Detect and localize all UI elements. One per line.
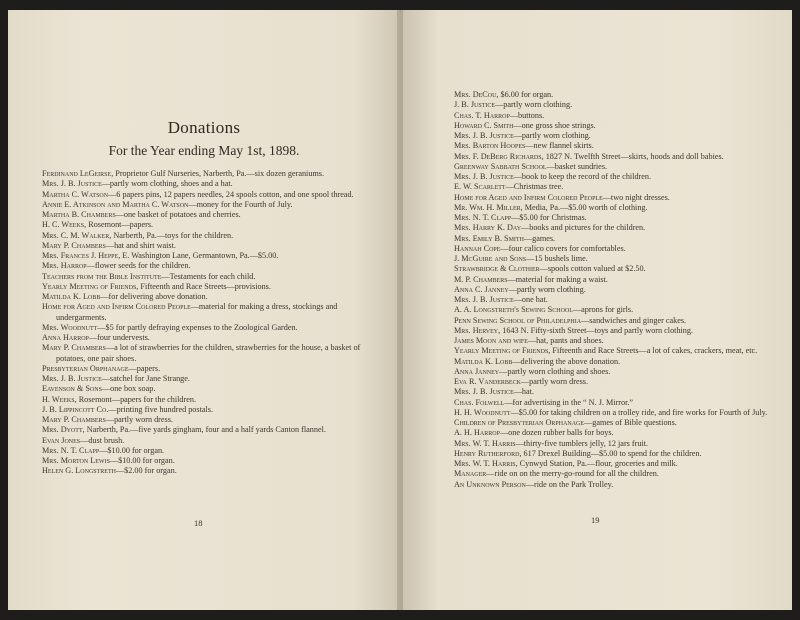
donation-entry	[454, 223, 772, 233]
donor-name: Chas. T. Harrop	[454, 110, 510, 120]
donor-name: Martha B. Chambers	[42, 210, 116, 219]
donation-description: , $6.00 for organ.	[496, 90, 554, 99]
donation-description: —thirty-five tumblers jelly, 12 jars fruit.	[515, 438, 649, 448]
donor-name: Mary P. Chambers	[42, 343, 106, 353]
donation-entry	[42, 364, 374, 374]
donation-description: —satchel for Jane Strange.	[101, 374, 190, 383]
donation-entry	[454, 285, 772, 295]
donation-description: —basket sundries.	[546, 161, 608, 171]
page-heading: Donations	[167, 118, 241, 137]
donation-entry	[454, 439, 772, 449]
donation-description: —partly worn clothing.	[508, 284, 586, 294]
donor-name: Mrs. Barton Hoopes	[454, 141, 526, 151]
donation-description: —15 bushels lime.	[526, 254, 588, 263]
open-book	[8, 10, 792, 610]
donation-description: , Fifteenth and Race Streets—a lot of cakes, crackers, meat, etc.	[548, 346, 758, 356]
donor-name: Strawbridge & Clothier	[454, 264, 540, 274]
donation-entry	[454, 100, 772, 110]
donor-name: Home for Aged and Infirm Colored People	[454, 192, 603, 202]
donation-description: —four undervests.	[88, 333, 150, 342]
donor-name: Mrs. J. B. Justice	[42, 374, 102, 383]
donor-name: Mrs. Harrop	[42, 261, 87, 271]
donation-entry	[42, 323, 374, 333]
donation-description: —printing five hundred postals.	[108, 404, 214, 414]
donation-description: —spools cotton valued at $2.50.	[539, 264, 646, 274]
donation-description: —for advertising in the “ N. J. Mirror.”	[504, 397, 634, 407]
donor-name: Chas. Folwell	[454, 397, 505, 407]
donation-entry	[454, 480, 772, 490]
donation-description: —partly worn dress.	[520, 377, 589, 386]
donation-description: —partly worn clothing, shoes and a hat.	[101, 179, 233, 189]
donation-entry	[454, 316, 772, 326]
donation-entry	[454, 264, 772, 274]
page-number-right: 19	[591, 515, 600, 525]
donation-description: —buttons.	[509, 110, 545, 120]
donor-name: Mrs. F. DeBerg Richards	[454, 151, 542, 161]
donation-entry	[42, 282, 374, 292]
donor-name: James Moon and wife	[454, 336, 528, 345]
donation-description: —dust brush.	[80, 435, 125, 445]
donation-entry	[42, 261, 374, 271]
donation-entry	[42, 210, 374, 220]
donation-description: , Rosemont—papers for the children.	[74, 394, 197, 404]
donation-entry	[42, 466, 374, 476]
donor-name: Helen G. Longstreth	[42, 466, 116, 476]
donor-name: Eva R. Vanderbeck	[454, 377, 521, 386]
donor-name: Mr. Wm. H. Miller	[454, 202, 521, 212]
donation-description: —partly worn dress.	[105, 415, 173, 424]
donation-entry	[454, 121, 772, 131]
donor-name: Anna Janney	[454, 366, 500, 376]
donation-entry	[454, 203, 772, 213]
donation-description: —$5.00 for taking children on a trolley ride, and fire works for Fourth of July.	[510, 407, 768, 417]
donation-description: , 1827 N. Twelfth Street—skirts, hoods and doll babies.	[541, 151, 724, 161]
donor-name: Mrs. Morton Lewis	[42, 456, 110, 465]
donor-name: J. B. Justice	[454, 100, 496, 110]
donor-name: Mrs. C. M. Walker	[42, 230, 110, 240]
donation-description: —book to keep the record of the children.	[513, 172, 652, 181]
donation-description: —four calico covers for comfortables.	[500, 243, 626, 253]
donation-entry	[42, 374, 374, 384]
donor-name: Yearly Meeting of Friends	[42, 281, 137, 291]
donation-entry	[42, 231, 374, 241]
donation-entry	[42, 343, 374, 364]
donor-name: Mrs. W. T. Harris	[454, 459, 516, 468]
donation-entry	[454, 90, 772, 100]
donation-entry	[454, 131, 772, 141]
donation-description: , Fifteenth and Race Streets—provisions.	[136, 281, 271, 291]
donation-entry	[42, 179, 374, 189]
donation-description: , Cynwyd Station, Pa.—flour, groceries and milk.	[515, 459, 678, 468]
donation-description: —books and pictures for the children.	[521, 223, 646, 233]
donation-list-left	[42, 169, 374, 477]
donor-name: Mrs. Woodnutt	[42, 322, 98, 332]
donor-name: A. A. Longstreth's Sewing School	[454, 305, 573, 315]
page-number-left: 18	[194, 518, 203, 528]
page-subheading: For the Year ending May 1st, 1898.	[108, 143, 300, 158]
donation-entry	[42, 200, 374, 210]
donation-entry	[454, 172, 772, 182]
donor-name: J. B. Lippincott Co.	[42, 404, 109, 414]
donation-entry	[454, 244, 772, 254]
donation-description: —flower seeds for the children.	[86, 261, 191, 271]
donation-description: —games of Bible questions.	[584, 418, 677, 427]
donation-description: —for delivering above donation.	[100, 292, 208, 301]
donor-name: Mary P. Chambers	[42, 415, 106, 424]
donation-description: —one hat.	[513, 295, 548, 304]
donation-entry	[42, 436, 374, 446]
donation-description: —$10.00 for organ.	[99, 445, 165, 455]
donation-entry	[454, 398, 772, 408]
donation-entry	[454, 162, 772, 172]
donor-name: Evan Jones	[42, 435, 81, 445]
donor-name: Eavenson & Sons	[42, 384, 102, 394]
donor-name: Mrs. Frances J. Heppe	[42, 251, 119, 260]
donation-entry	[454, 213, 772, 223]
donation-description: , Narberth, Pa.—toys for the children.	[109, 230, 234, 240]
donation-entry	[42, 333, 374, 343]
donor-name: Martha C. Watson	[42, 189, 109, 199]
donation-description: —one dozen rubber balls for boys.	[499, 428, 614, 438]
donation-description: —hat and shirt waist.	[105, 240, 176, 250]
donation-entry	[454, 449, 772, 459]
donor-name: Mary P. Chambers	[42, 240, 106, 250]
donation-description: —ride on on the merry-go-round for all the children.	[486, 469, 659, 479]
donation-description: , Rosemont—papers.	[84, 220, 154, 230]
donation-description: , 1643 N. Fifty-sixth Street—toys and partly worn clothing.	[498, 325, 694, 335]
donation-entry	[454, 367, 772, 377]
donor-name: Penn Sewing School of Philadelphia	[454, 315, 582, 325]
donation-description: —papers.	[128, 363, 161, 373]
donor-name: Howard C. Smith	[454, 120, 514, 130]
donation-description: —a lot of strawberries for the children, strawberries for the house, a basket of potatoes, one pair shoes.	[56, 343, 361, 363]
donation-description: —one basket of potatoes and cherries.	[115, 210, 241, 219]
donation-entry	[42, 292, 374, 302]
donation-entry	[42, 169, 374, 179]
donation-entry	[454, 141, 772, 151]
donation-description: —sandwiches and ginger cakes.	[581, 315, 687, 325]
donation-entry	[42, 405, 374, 415]
donation-entry	[454, 182, 772, 192]
donation-entry	[42, 251, 374, 261]
donor-name: Mrs. J. B. Justice	[42, 179, 102, 189]
donation-entry	[454, 295, 772, 305]
donation-entry	[454, 408, 772, 418]
donation-description: —games.	[523, 233, 556, 243]
donor-name: Mrs. Emily B. Smith	[454, 233, 524, 243]
donation-description: —one gross shoe strings.	[513, 120, 596, 130]
donor-name: Mrs. Dyott	[42, 425, 83, 435]
donation-description: —two night dresses.	[602, 192, 670, 202]
donation-description: —$5.00 for Christmas.	[511, 213, 587, 222]
donation-description: —partly worn clothing and shoes.	[499, 366, 611, 376]
donation-entry	[454, 469, 772, 479]
donation-entry	[42, 425, 374, 435]
donor-name: Mrs. DeCou	[454, 90, 497, 99]
donor-name: H. H. Woodnutt	[454, 407, 511, 417]
donor-name: E. W. Scarlett	[454, 182, 506, 192]
donor-name: Anna C. Janney	[454, 284, 509, 294]
donation-description: —$2.00 for organ.	[115, 466, 177, 476]
donor-name: Mrs. N. T. Clapp	[42, 445, 100, 455]
donor-name: Annie E. Atkinson and Martha C. Watson	[42, 199, 189, 209]
donation-list-right	[454, 90, 772, 490]
donation-entry	[454, 428, 772, 438]
donation-description: —delivering the above donation.	[512, 356, 621, 366]
donation-entry	[42, 456, 374, 466]
donation-entry	[42, 395, 374, 405]
donation-entry	[454, 346, 772, 356]
donation-entry	[42, 241, 374, 251]
donor-name: Children of Presbyterian Orphanage	[454, 418, 585, 427]
donor-name: Manager	[454, 469, 487, 479]
donation-entry	[454, 111, 772, 121]
donation-entry	[454, 254, 772, 264]
donation-entry	[454, 305, 772, 315]
donor-name: Teachers from the Bible Institute	[42, 271, 162, 281]
donation-description: —aprons for girls.	[572, 305, 634, 315]
donation-entry	[454, 193, 772, 203]
donation-entry	[42, 384, 374, 394]
donation-description: —money for the Fourth of July.	[188, 199, 293, 209]
donor-name: Mrs. N. T. Clapp	[454, 213, 512, 222]
donation-entry	[42, 272, 374, 282]
donor-name: Mrs. J. B. Justice	[454, 172, 514, 181]
donation-description: —material for making a waist.	[507, 274, 608, 284]
donor-name: Anna Harrop	[42, 333, 89, 342]
donation-entry	[42, 446, 374, 456]
donation-entry	[42, 190, 374, 200]
donation-entry	[454, 275, 772, 285]
donation-description: —$5 for partly defraying expenses to the Zoological Garden.	[97, 322, 298, 332]
donation-entry	[454, 326, 772, 336]
donation-entry	[454, 387, 772, 397]
donation-description: , 617 Drexel Building—$5.00 to spend for the children.	[519, 448, 702, 458]
donor-name: Matilda K. Lobb	[42, 292, 101, 301]
donation-description: —Christmas tree.	[505, 182, 564, 192]
donation-description: , Proprietor Gulf Nurseries, Narberth, Pa.—six dozen geraniums.	[111, 169, 325, 178]
donation-entry	[42, 415, 374, 425]
donation-description: —new flannel skirts.	[525, 141, 594, 151]
donation-description: —partly worn clothing.	[513, 131, 591, 140]
left-page	[8, 10, 400, 610]
donation-entry	[42, 220, 374, 230]
donor-name: Mrs. W. T. Harris	[454, 438, 516, 448]
book-spine	[397, 10, 403, 610]
donation-entry	[454, 459, 772, 469]
donation-description: —Testaments for each child.	[161, 271, 256, 281]
donation-description: —material for making a dress, stockings and undergarments.	[56, 302, 338, 322]
donation-entry	[454, 234, 772, 244]
donor-name: H. C. Weeks	[42, 220, 85, 230]
donor-name: Home for Aged and Infirm Colored People	[42, 302, 191, 312]
donor-name: Hannah Cope	[454, 243, 501, 253]
donor-name: Mrs. J. B. Justice	[454, 295, 514, 304]
donation-entry	[454, 152, 772, 162]
donation-entry	[454, 418, 772, 428]
donor-name: Henry Rutherford	[454, 448, 520, 458]
donor-name: Ferdinand LeGeirse	[42, 169, 112, 178]
donor-name: H. Weeks	[42, 394, 75, 404]
donor-name: A. H. Harrop	[454, 428, 500, 438]
donor-name: J. McGuire and Sons	[454, 254, 527, 263]
donor-name: Matilda K. Lobb	[454, 356, 513, 366]
donor-name: Mrs. J. B. Justice	[454, 131, 514, 140]
donation-description: —hat, pants and shoes.	[527, 336, 604, 345]
donation-description: , Narberth, Pa.—five yards gingham, four and a half yards Canton flannel.	[82, 425, 326, 435]
donor-name: Mrs. Hervey	[454, 325, 499, 335]
donor-name: M. P. Chambers	[454, 274, 508, 284]
donation-entry	[454, 377, 772, 387]
donation-entry	[454, 336, 772, 346]
donation-description: —hat.	[513, 387, 534, 397]
donor-name: Yearly Meeting of Friends	[454, 346, 549, 356]
donor-name: An Unknown Person	[454, 479, 526, 489]
right-page	[400, 10, 792, 610]
donor-name: Mrs. Harry K. Day	[454, 223, 522, 233]
donation-description: , E. Washington Lane, Germantown, Pa.—$5.00.	[118, 251, 279, 260]
donation-description: —ride on the Park Trolley.	[525, 479, 614, 489]
donor-name: Greenway Sabbath School	[454, 161, 547, 171]
donation-description: , Media, Pa.—$5.00 worth of clothing.	[520, 202, 648, 212]
donation-entry	[42, 302, 374, 323]
donor-name: Presbyterian Orphanage	[42, 363, 129, 373]
donation-description: —$10.00 for organ.	[109, 456, 175, 465]
donor-name: Mrs. J. B. Justice	[454, 387, 514, 397]
donation-description: —6 papers pins, 12 papers needles, 24 spools cotton, and one spool thread.	[108, 189, 354, 199]
donation-description: —partly worn clothing.	[495, 100, 573, 110]
donation-description: —one box soap.	[101, 384, 156, 394]
donation-entry	[454, 357, 772, 367]
